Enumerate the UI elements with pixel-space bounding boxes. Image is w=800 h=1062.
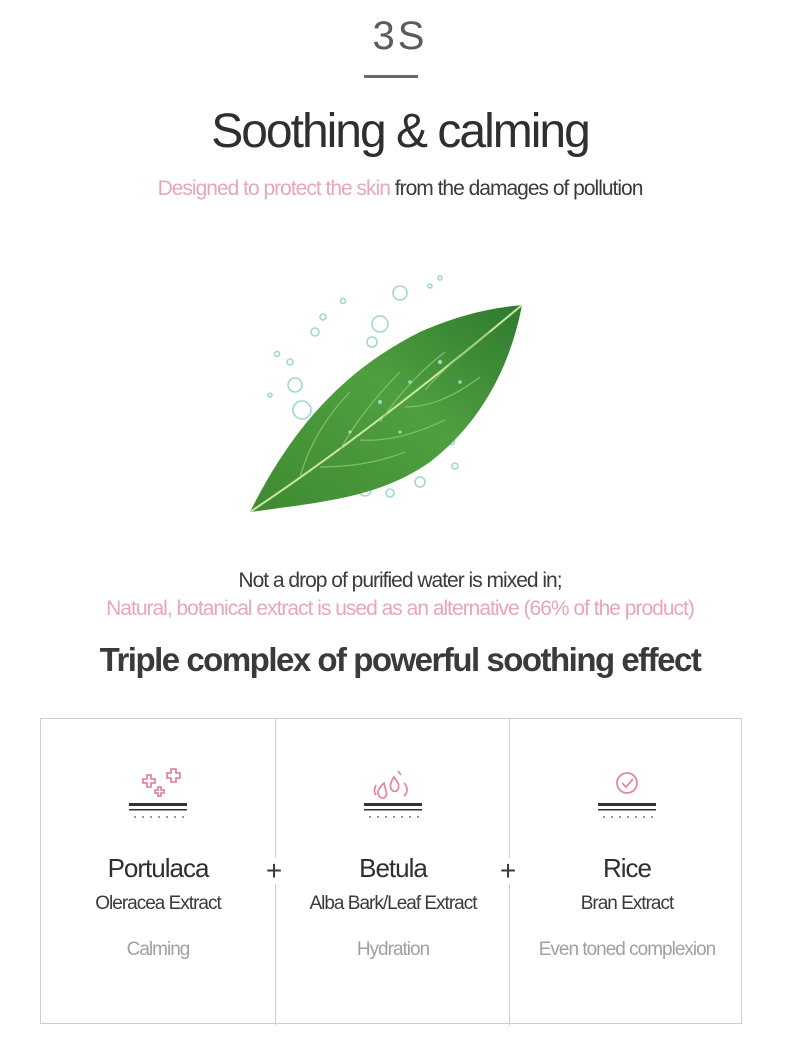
ingredient-effect: Calming [126, 939, 190, 960]
plus-crosses-icon [123, 763, 193, 833]
plus-connector: + [496, 858, 520, 884]
ingredient-card-rice [509, 719, 744, 1025]
ingredient-effect: Even toned complexion [538, 939, 716, 960]
subtitle-highlight: Designed to protect the skin [157, 177, 390, 200]
leaf-illustration [230, 262, 550, 532]
ingredient-subtitle: Bran Extract [580, 893, 674, 914]
water-drops-icon [358, 763, 428, 833]
ingredient-name: Portulaca [107, 853, 209, 883]
badge-underline [364, 75, 418, 78]
plus-connector: + [262, 858, 286, 884]
ingredient-effect: Hydration [356, 939, 430, 960]
ingredient-subtitle: Oleracea Extract [95, 893, 221, 914]
ingredient-subtitle: Alba Bark/Leaf Extract [309, 893, 477, 914]
subtitle-rest: from the damages of pollution [389, 177, 643, 200]
ingredient-card-portulaca [41, 719, 275, 1025]
check-circle-icon [592, 763, 662, 833]
subtitle [0, 177, 800, 201]
ingredient-card-betula [275, 719, 510, 1025]
ingredient-name: Rice [602, 853, 651, 883]
section-heading: Triple complex of powerful soothing effect [99, 641, 701, 678]
formula-note: Not a drop of purified water is mixed in; [238, 569, 562, 592]
ingredient-name: Betula [359, 853, 427, 883]
section-badge: 3S [372, 14, 428, 58]
ingredients-panel [40, 718, 742, 1024]
formula-note-highlight: Natural, botanical extract is used as an alternative (66% of the product) [106, 597, 694, 620]
page-title: Soothing & calming [211, 105, 589, 158]
